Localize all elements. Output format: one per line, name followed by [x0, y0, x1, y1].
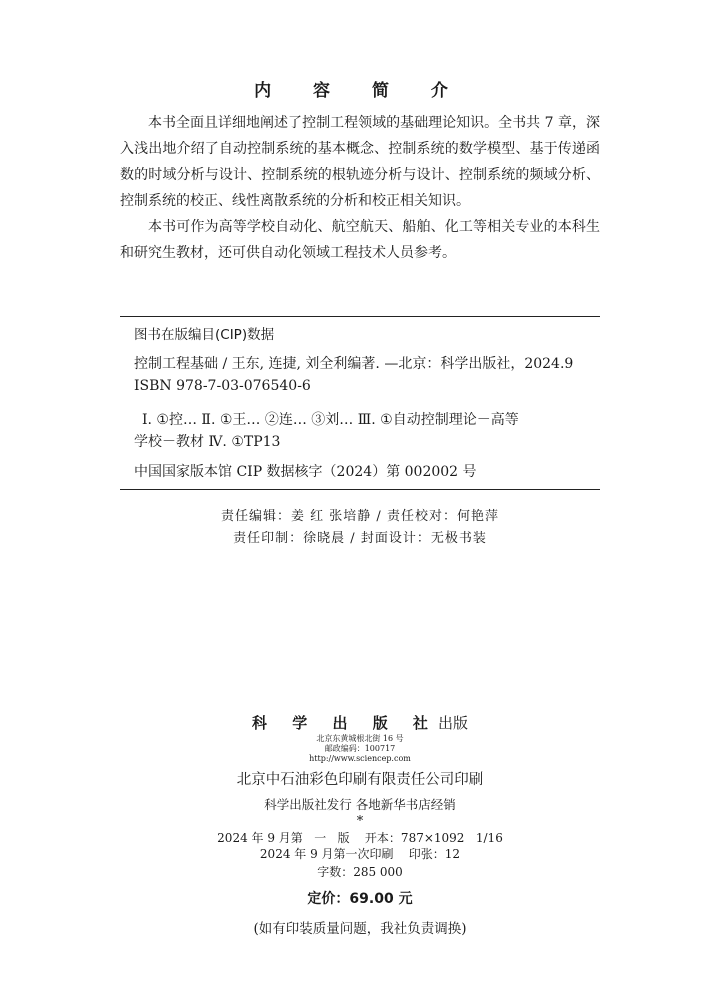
credits-line-1: 责任编辑：姜 红 张培静 / 责任校对：何艳萍: [221, 509, 499, 524]
publisher-website: http://www.sciencep.com: [309, 754, 411, 763]
word-count: 字数：285 000: [317, 865, 403, 879]
credits-line-2: 责任印制：徐晓晨 / 封面设计：无极书装: [233, 531, 487, 546]
cip-title: 图书在版编目(CIP)数据: [134, 327, 275, 343]
publisher-suffix: 出版: [437, 714, 468, 732]
cip-classification: [134, 409, 600, 453]
edition-info: [0, 830, 720, 862]
cip-bibliographic-line: 控制工程基础 / 王东, 连捷, 刘全利编著. —北京：科学出版社，2024.9: [134, 356, 574, 372]
cip-verification: 中国国家版本馆 CIP 数据核字（2024）第 002002 号: [134, 464, 477, 480]
publisher-block: [0, 712, 720, 941]
quality-note: (如有印装质量问题，我社负责调换): [253, 921, 467, 937]
cip-isbn: ISBN 978-7-03-076540-6: [134, 378, 311, 394]
publisher-press-name: 科 学 出 版 社: [252, 714, 438, 732]
cip-block: [120, 316, 600, 490]
publisher-postcode: 邮政编码：100717: [324, 744, 396, 753]
distribution: 科学出版社发行 各地新华书店经销: [264, 797, 456, 812]
printing-line: 2024 年 9 月第一次印刷 印张：12: [259, 847, 461, 861]
printer: 北京中石油彩色印刷有限责任公司印刷: [236, 772, 484, 788]
cip-classification-line-1: Ⅰ. ①控… Ⅱ. ①王… ②连… ③刘… Ⅲ. ①自动控制理论－高等: [142, 412, 519, 428]
separator-star: *: [356, 814, 364, 829]
edition-line: 2024 年 9 月第 一 版 开本：787×1092 1/16: [217, 831, 503, 845]
intro-paragraph: 本书可作为高等学校自动化、航空航天、船舶、化工等相关专业的本科生和研究生教材，还可供自动化领域工程技术人员参考。: [120, 219, 600, 261]
intro-paragraph: 本书全面且详细地阐述了控制工程领域的基础理论知识。全书共 7 章，深入浅出地介绍了自动控制系统的基本概念、控制系统的数学模型、基于传递函数的时域分析与设计、控制系统的根轨迹分析与设计、控制系统的频域分析、控制系统的校正、线性离散系统的分析和校正相关知识。: [120, 115, 600, 209]
publisher-name: [0, 712, 720, 734]
intro-title: 内 容 简 介: [254, 81, 466, 101]
editorial-credits: [0, 506, 720, 550]
publisher-address: 北京东黄城根北街 16 号: [316, 734, 404, 743]
cip-classification-line-2: 学校－教材 Ⅳ. ①TP13: [134, 434, 281, 450]
intro-body: [120, 110, 600, 266]
price: 定价：69.00 元: [307, 891, 413, 907]
